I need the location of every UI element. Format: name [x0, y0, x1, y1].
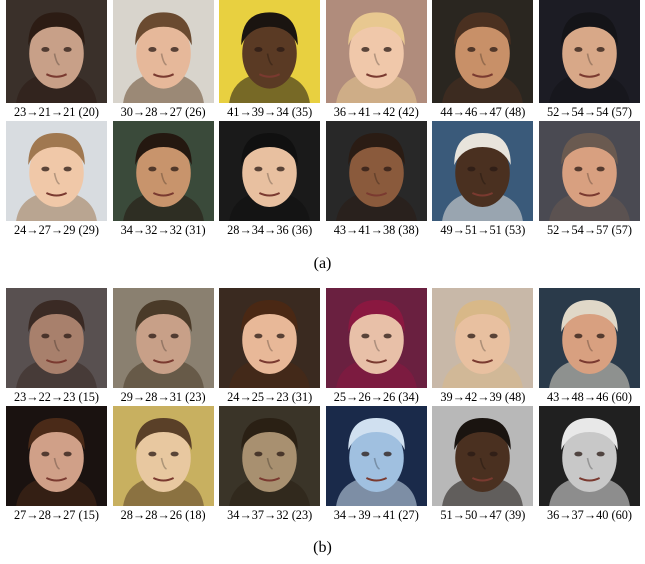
- age-caption-b-r2-c4: 34→39→41 (27): [333, 508, 419, 522]
- face-photo-b-r2-c6: [539, 406, 640, 506]
- age-caption-b-r1-c5: 39→42→39 (48): [440, 390, 526, 404]
- age-caption-a-r1-c2: 30→28→27 (26): [120, 105, 206, 119]
- face-photo-a-r2-c5: [432, 121, 533, 221]
- panel-b-label: (b): [313, 539, 332, 556]
- age-caption-b-r1-c1: 23→22→23 (15): [13, 390, 100, 404]
- age-caption-b-r2-c3: 34→37→32 (23): [227, 508, 313, 522]
- face-photo-a-r1-c1: [6, 0, 107, 103]
- age-caption-a-r2-c6: 52→54→57 (57): [546, 223, 632, 237]
- face-photo-a-r2-c6: [539, 121, 640, 221]
- face-photo-b-r1-c3: [219, 288, 320, 388]
- age-caption-b-r1-c4: 25→26→26 (34): [333, 390, 419, 404]
- age-caption-b-r1-c3: 24→25→23 (31): [227, 390, 313, 404]
- face-photo-b-r1-c5: [432, 288, 533, 388]
- face-photo-a-r1-c5: [432, 0, 533, 103]
- face-photo-b-r1-c6: [539, 288, 640, 388]
- age-caption-b-r2-c5: 51→50→47 (39): [440, 508, 526, 522]
- face-photo-a-r2-c2: [113, 121, 214, 221]
- face-photo-b-r2-c1: [6, 406, 107, 506]
- age-caption-a-r2-c5: 49→51→51 (53): [440, 223, 526, 237]
- age-caption-a-r1-c5: 44→46→47 (48): [440, 105, 526, 119]
- face-photo-b-r2-c5: [432, 406, 533, 506]
- face-photo-b-r1-c2: [113, 288, 214, 388]
- face-photo-a-r2-c4: [326, 121, 427, 221]
- face-photo-b-r2-c2: [113, 406, 214, 506]
- face-photo-b-r2-c3: [219, 406, 320, 506]
- face-photo-a-r1-c6: [539, 0, 640, 103]
- age-caption-a-r1-c6: 52→54→54 (57): [546, 105, 632, 119]
- face-photo-a-r2-c1: [6, 121, 107, 221]
- age-caption-a-r1-c3: 41→39→34 (35): [227, 105, 313, 119]
- face-photo-b-r2-c4: [326, 406, 427, 506]
- age-caption-b-r1-c6: 43→48→46 (60): [546, 390, 632, 404]
- age-caption-a-r2-c4: 43→41→38 (38): [333, 223, 419, 237]
- face-photo-a-r1-c2: [113, 0, 214, 103]
- panel-a-grid: [6, 0, 640, 239]
- face-photo-b-r1-c4: [326, 288, 427, 388]
- age-caption-a-r2-c2: 34→32→32 (31): [120, 223, 206, 237]
- panel-b-grid: [6, 288, 640, 524]
- panel-a-label: (a): [313, 255, 332, 272]
- age-caption-a-r1-c1: 23→21→21 (20): [13, 105, 100, 119]
- age-caption-b-r2-c6: 36→37→40 (60): [546, 508, 632, 522]
- age-caption-a-r2-c3: 28→34→36 (36): [227, 223, 313, 237]
- age-caption-b-r2-c2: 28→28→26 (18): [120, 508, 206, 522]
- age-caption-a-r1-c4: 36→41→42 (42): [333, 105, 419, 119]
- face-photo-a-r1-c4: [326, 0, 427, 103]
- age-caption-a-r2-c1: 24→27→29 (29): [13, 223, 100, 237]
- face-photo-a-r1-c3: [219, 0, 320, 103]
- face-photo-a-r2-c3: [219, 121, 320, 221]
- age-caption-b-r2-c1: 27→28→27 (15): [13, 508, 100, 522]
- face-photo-b-r1-c1: [6, 288, 107, 388]
- age-caption-b-r1-c2: 29→28→31 (23): [120, 390, 206, 404]
